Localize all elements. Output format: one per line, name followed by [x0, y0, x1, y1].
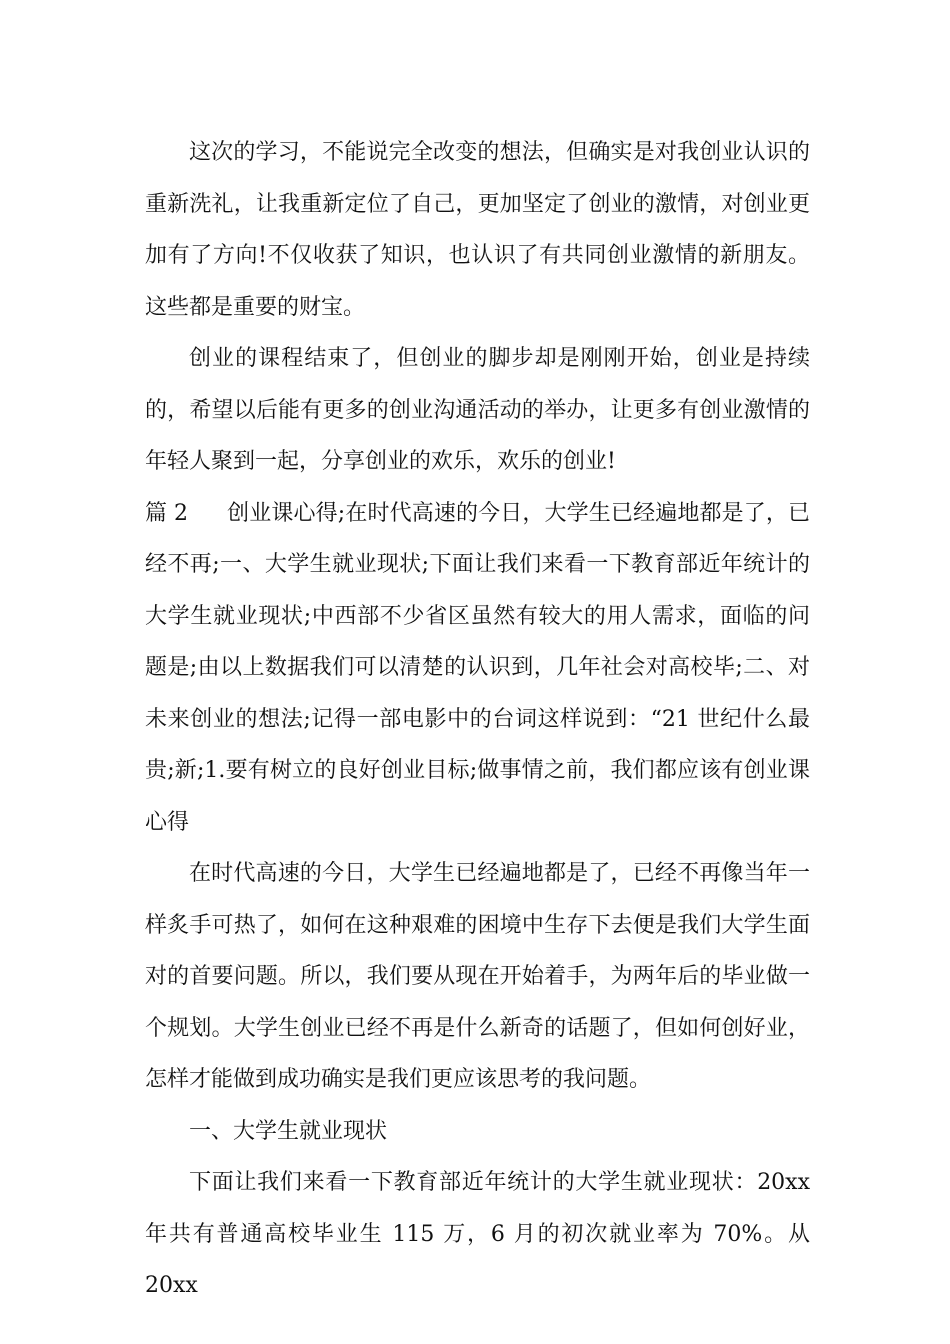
paragraph-2: 创业的课程结束了，但创业的脚步却是刚刚开始，创业是持续的，希望以后能有更多的创业沟通活动的举办，让更多有创业激情的年轻人聚到一起，分享创业的欢乐，欢乐的创业!	[145, 346, 810, 474]
paragraph-4: 在时代高速的今日，大学生已经遍地都是了，已经不再像当年一样炙手可热了，如何在这种艰难的困境中生存下去便是我们大学生面对的首要问题。所以，我们要从现在开始着手，为两年后的毕业做一个规划。大学生创业已经不再是什么新奇的话题了，但如何创好业，怎样才能做到成功确实是我们更应该思考的我问题。	[145, 861, 810, 1092]
paragraph-1: 这次的学习，不能说完全改变的想法，但确实是对我创业认识的重新洗礼，让我重新定位了自己，更加坚定了创业的激情，对创业更加有了方向!不仅收获了知识，也认识了有共同创业激情的新朋友。这些都是重要的财宝。	[145, 140, 810, 320]
section-label: 篇 2	[145, 500, 188, 526]
paragraph-3-text: 创业课心得;在时代高速的今日，大学生已经遍地都是了，已经不再;一、大学生就业现状;下面让我们来看一下教育部近年统计的大学生就业现状;中西部不少省区虽然有较大的用人需求，面临的问题是;由以上数据我们可以清楚的认识到，几年社会对高校毕;二、对未来创业的想法;记得一部电影中的台词这样说到：“21 世纪什么最贵;新;1.要有树立的良好创业目标;做事情之前，我们都应该有创业课心得	[145, 500, 810, 835]
section-heading: 一、大学生就业现状	[189, 1118, 388, 1144]
paragraph-6: 下面让我们来看一下教育部近年统计的大学生就业现状：20xx 年共有普通高校毕业生 115 万，6 月的初次就业率为 70%。从 20xx	[145, 1170, 810, 1298]
paragraph-3	[145, 488, 810, 849]
text-block-1	[145, 127, 810, 1312]
